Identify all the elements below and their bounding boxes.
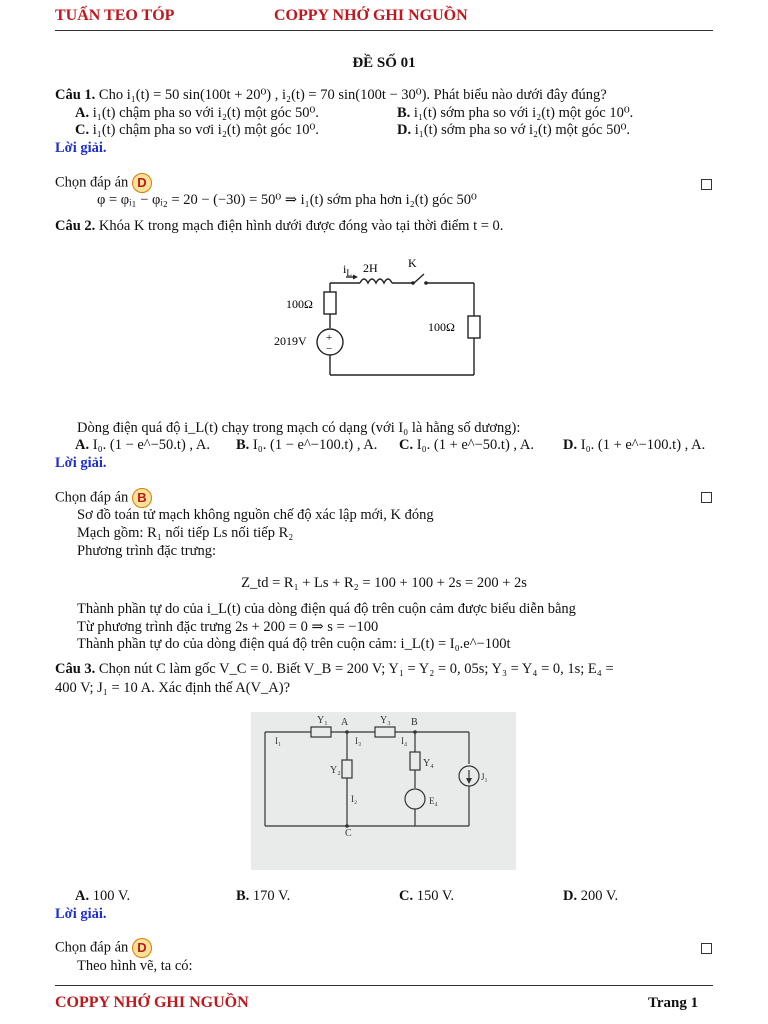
q3-option-b: B. 170 V.: [236, 888, 291, 904]
q2-option-d: D. I₀. (1 + e^−100.t) , A.: [563, 437, 706, 453]
q1-answer-badge: D: [132, 173, 152, 193]
q2-answer-line: Chọn đáp án B: [55, 488, 152, 508]
e4-voltage-source-icon: [405, 789, 425, 809]
svg-text:J₁: J₁: [481, 772, 488, 782]
q2-solution-label: Lời giải.: [55, 455, 107, 471]
q1-solution-label: Lời giải.: [55, 140, 107, 156]
header-right: COPPY NHỚ GHI NGUỒN: [274, 7, 468, 24]
inductor-icon: [360, 279, 392, 283]
q1-explanation: φ = φᵢ₁ − φᵢ₂ = 20 − (−30) = 50⁰ ⇒ i₁(t) sớm pha hơn i₂(t) góc 50⁰: [97, 192, 477, 208]
q2-line-2: Mạch gồm: R₁ nối tiếp Ls nối tiếp R₂: [77, 525, 294, 541]
q2-circuit-diagram: [262, 250, 502, 385]
header-rule: [55, 30, 713, 31]
q2-option-b: B. I₀. (1 − e^−100.t) , A.: [236, 437, 378, 453]
q2-source-minus: −: [326, 343, 333, 355]
q3-stem-line-2: 400 V; J₁ = 10 A. Xác định thế A(V_A)?: [55, 680, 291, 696]
q2-option-c: C. I₀. (1 + e^−50.t) , A.: [399, 437, 534, 453]
page-number: Trang 1: [648, 995, 699, 1011]
q3-tail: Theo hình vẽ, ta có:: [77, 958, 193, 974]
q2-left-resistor-label: 100Ω: [286, 297, 313, 311]
q3-solution-label: Lời giải.: [55, 906, 107, 922]
q1-label: Câu 1.: [55, 87, 96, 103]
q2-line-4: Thành phần tự do của i_L(t) của dòng điện quá độ trên cuộn cảm được biểu diễn bằng: [77, 601, 576, 617]
q3-answer-line: Chọn đáp án D: [55, 938, 152, 958]
svg-text:E₄: E₄: [429, 796, 438, 806]
switch-icon: [414, 274, 424, 283]
svg-text:I₂: I₂: [351, 794, 358, 804]
svg-text:C: C: [345, 828, 352, 839]
q3-end-box: [701, 943, 712, 954]
svg-text:B: B: [411, 717, 418, 728]
q1-option-c: C. i₁(t) chậm pha so vơi i₂(t) một góc 10⁰.: [75, 122, 319, 138]
q3-option-c: C. 150 V.: [399, 888, 455, 904]
svg-text:Y₃: Y₃: [380, 715, 391, 726]
q3-circuit-photo: [251, 712, 516, 870]
q1-end-box: [701, 179, 712, 190]
q2-text: Khóa K trong mạch điện hình dưới được đóng vào tại thời điểm t = 0.: [98, 218, 504, 234]
page-title: ĐỀ SỐ 01: [352, 55, 416, 71]
q2-source-plus: +: [326, 332, 333, 344]
q3-label: Câu 3.: [55, 661, 96, 677]
q2-line-3: Phương trình đặc trưng:: [77, 543, 216, 559]
q2-switch-label: K: [408, 256, 417, 270]
q1-answer-line: Chọn đáp án D: [55, 173, 152, 193]
q2-end-box: [701, 492, 712, 503]
svg-text:I₃: I₃: [355, 736, 362, 746]
q2-stem: [55, 218, 503, 235]
q2-il-label: $i_L$: [343, 262, 352, 278]
q2-line-6: Thành phần tự do của dòng điện quá độ trên cuộn cảm: i_L(t) = I₀.e^−100t: [77, 636, 511, 652]
header-left: TUẤN TEO TÓP: [55, 7, 175, 24]
q2-source-label: 2019V: [274, 334, 307, 348]
left-resistor-icon: [324, 292, 336, 314]
right-resistor-icon: [468, 316, 480, 338]
q2-equation: Z_td = R₁ + Ls + R₂ = 100 + 100 + 2s = 200 + 2s: [241, 575, 527, 591]
footer-left: COPPY NHỚ GHI NGUỒN: [55, 994, 249, 1011]
q1-option-a: A. i₁(t) chậm pha so với i₂(t) một góc 50⁰.: [75, 105, 319, 121]
q2-line-1: Sơ đồ toán tử mạch không nguồn chế độ xác lập mới, K đóng: [77, 507, 434, 523]
y3-resistor-icon: [375, 727, 395, 737]
q2-label: Câu 2.: [55, 218, 96, 234]
q2-line-5: Từ phương trình đặc trưng 2s + 200 = 0 ⇒ s = −100: [77, 619, 379, 635]
q1-text: Cho i₁(t) = 50 sin(100t + 20⁰) , i₂(t) = 70 sin(100t − 30⁰). Phát biểu nào dưới đây đúng?: [98, 87, 607, 103]
footer-rule: [55, 985, 713, 986]
q3-option-a: A. 100 V.: [75, 888, 131, 904]
y1-resistor-icon: [311, 727, 331, 737]
svg-text:Y₂: Y₂: [330, 765, 341, 776]
svg-text:I₄: I₄: [401, 736, 408, 746]
q1-option-d: D. i₁(t) sớm pha so vớ i₂(t) một góc 50⁰.: [397, 122, 631, 138]
q2-answer-badge: B: [132, 488, 152, 508]
svg-text:A: A: [341, 717, 349, 728]
q2-prompt: Dòng điện quá độ i_L(t) chạy trong mạch có dạng (với I₀ là hằng số dương):: [77, 420, 521, 436]
svg-text:Y₄: Y₄: [423, 758, 434, 769]
q2-option-a: A. I₀. (1 − e^−50.t) , A.: [75, 437, 210, 453]
q3-option-d: D. 200 V.: [563, 888, 619, 904]
svg-text:I₁: I₁: [275, 736, 282, 746]
y4-resistor-icon: [410, 752, 420, 770]
q1-stem: [55, 87, 607, 104]
q3-circuit-diagram: [251, 712, 516, 870]
q3-answer-badge: D: [132, 938, 152, 958]
svg-text:Y₁: Y₁: [317, 715, 328, 726]
q1-option-b: B. i₁(t) sớm pha so với i₂(t) một góc 10⁰.: [397, 105, 634, 121]
q2-inductor-label: 2H: [363, 261, 378, 275]
q3-stem-line-1: Câu 3. Chọn nút C làm gốc V_C = 0. Biết V_B = 200 V; Y₁ = Y₂ = 0, 05s; Y₃ = Y₄ = 0, 1s; E₄ =: [55, 661, 614, 677]
y2-resistor-icon: [342, 760, 352, 778]
q2-right-resistor-label: 100Ω: [428, 320, 455, 334]
